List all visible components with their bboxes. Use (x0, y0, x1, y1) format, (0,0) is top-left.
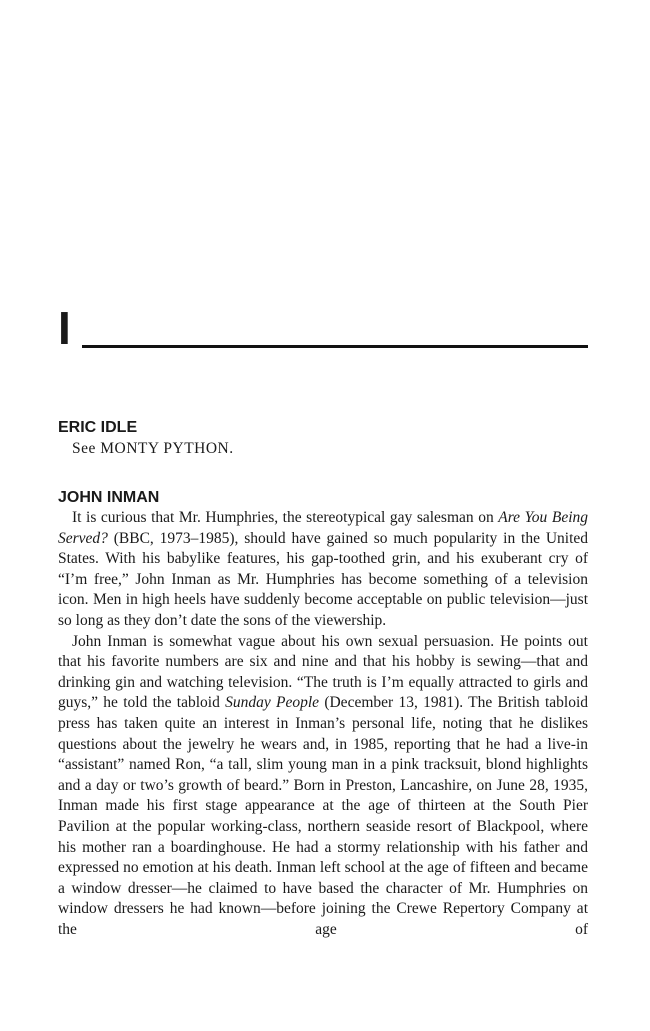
section-heading (58, 302, 588, 354)
paragraph-1: It is curious that Mr. Humphries, the stereotypical gay salesman on Are You Being Served? (BBC, 1973–1985), should have gained so much popularity in the United States. With his babylike features, his gap-toothed grin, and his exuberant cry of “I’m free,” John Inman as Mr. Humphries has become something of a television icon. Men in high heels have suddenly become acceptable on public television—just so long as they don’t date the sons of the viewership. (58, 509, 589, 629)
entry-eric-idle (58, 418, 588, 459)
entry-name: JOHN INMAN (58, 489, 160, 506)
section-letter: I (58, 302, 71, 354)
newspaper-title: Sunday People (225, 694, 320, 712)
section-rule (82, 345, 588, 348)
show-title: Are You Being Served? (58, 509, 589, 547)
entry-body (58, 508, 588, 940)
paragraph-2: John Inman is somewhat vague about his own sexual persuasion. He points out that his favorite numbers are six and nine and that his hobby is sewing—that and drinking gin and watching television. “The truth is I’m equally attracted to girls and guys,” he told the tabloid Sunday People (December 13, 1981). The British tabloid press has taken quite an interest in Inman’s personal life, noting that he dislikes questions about the jewelry he wears and, in 1985, reporting that he had a live-in “assistant” named Ron, “a tall, slim young man in a pink tracksuit, blond highlights and a day or two’s growth of beard.” Born in Preston, Lancashire, on June 28, 1935, Inman made his first stage appearance at the age of thirteen at the South Pier Pavilion at the popular working-class, northern seaside resort of Blackpool, where his mother ran a boardinghouse. He had a stormy relationship with his father and expressed no emotion at his death. Inman left school at the age of fifteen and became a window dresser—he claimed to have based the character of Mr. Humphries on window dressers he had known—before joining the Crewe Repertory Company at the age of (58, 632, 589, 938)
cross-reference: See MONTY PYTHON. (72, 440, 234, 457)
entry-name: ERIC IDLE (58, 419, 138, 436)
entry-john-inman (58, 488, 588, 940)
